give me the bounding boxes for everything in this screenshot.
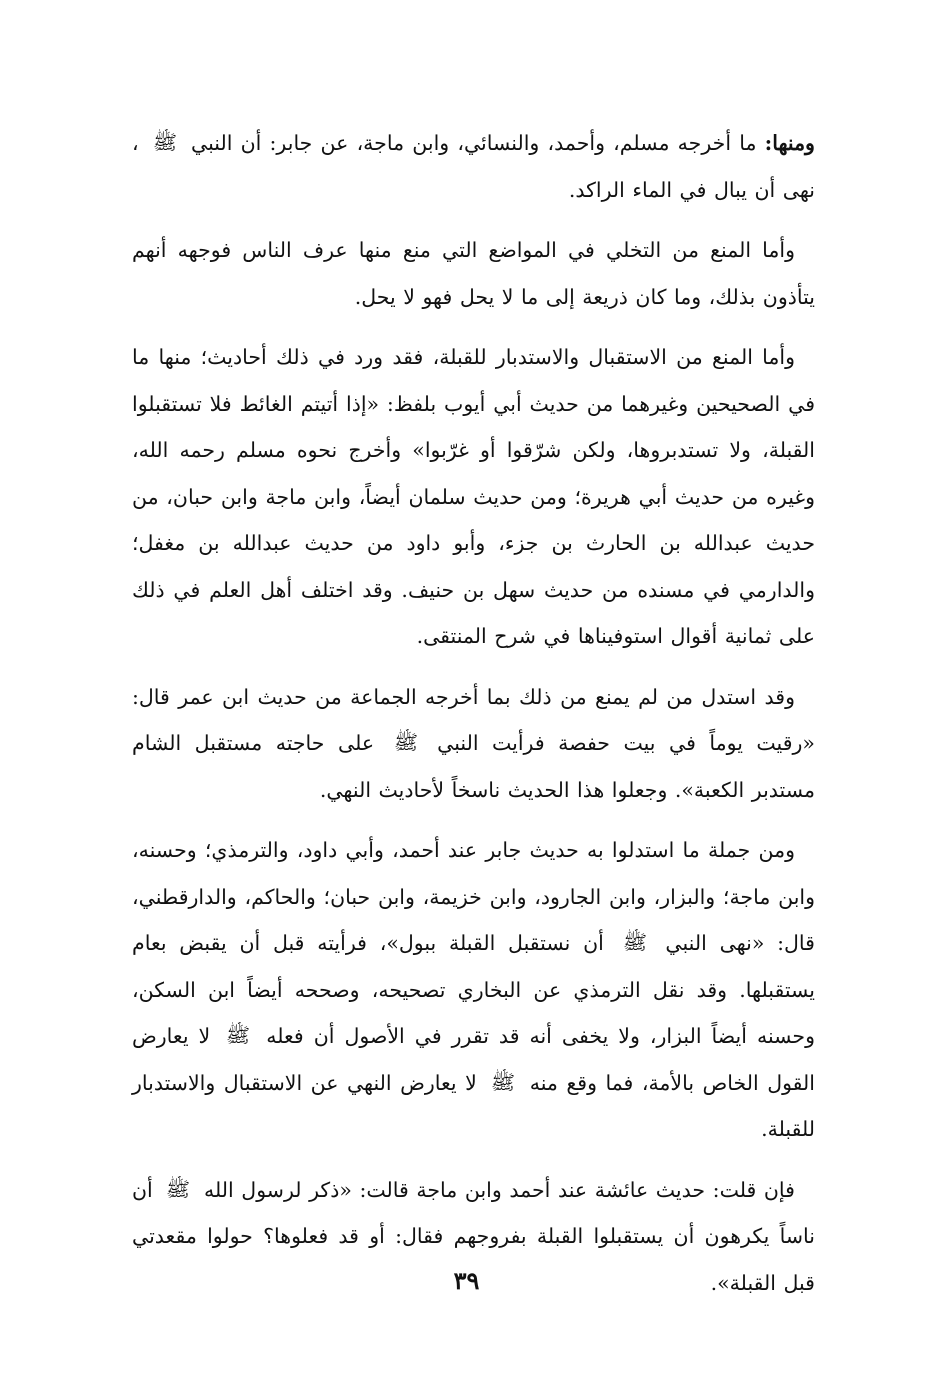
text-run: ما أخرجه مسلم، وأحمد، والنسائي، وابن ماجة، عن جابر: أن النبي — [191, 131, 757, 155]
pbuh-icon — [150, 129, 180, 155]
paragraph-5 — [132, 827, 815, 1153]
text-run: ومن جملة ما استدلوا به حديث جابر عند أحمد، وأبي داود، والترمذي؛ وحسنه، وابن ماجة؛ والبزار، وابن الجارود، وابن خزيمة، وابن حبان؛ والحاكم، والدارقطني، قال: «نهى النبي — [132, 838, 815, 955]
pbuh-icon — [163, 1176, 193, 1202]
svg-text:ﷺ: ﷺ — [622, 930, 647, 954]
svg-text:ﷺ: ﷺ — [152, 130, 177, 154]
paragraph-4 — [132, 674, 815, 814]
paragraph-3 — [132, 334, 815, 660]
paragraph-1 — [132, 120, 815, 213]
body-text — [132, 120, 815, 1306]
text-run: فإن قلت: حديث عائشة عند أحمد وابن ماجة قالت: «ذكر لرسول الله — [203, 1177, 795, 1202]
pbuh-icon — [620, 929, 650, 955]
text-run: وأما المنع من الاستقبال والاستدبار للقبلة، فقد ورد في ذلك أحاديث؛ منها ما في الصحيحين وغيرهما من حديث أبي أيوب بلفظ: «إذا أتيتم الغائط فلا تستقبلوا القبلة، ولا تستدبروها، ولكن شرّقوا أو غرّبوا» وأخرج نحوه مسلم رحمه الله، وغيره من حديث أبي هريرة؛ ومن حديث سلمان أيضاً، وابن ماجة وابن حبان، من حديث عبدالله بن الحارث بن جزء، وأبو داود من حديث عبدالله بن مغفل؛ والدارمي في مسنده من حديث سهل بن حنيف. وقد اختلف أهل العلم في ذلك على ثمانية أقوال استوفيناها في شرح المنتقى. — [132, 345, 815, 648]
pbuh-icon — [391, 729, 421, 755]
text-run: لا يعارض القول الخاص بالأمة، فما وقع منه — [132, 1024, 815, 1095]
text-run: وقد استدل من لم يمنع من ذلك بما أخرجه الجماعة من حديث ابن عمر قال: «رقيت يوماً في بيت حفصة فرأيت النبي — [132, 684, 815, 755]
text-run: أن ناساً يكرهون أن يستقبلوا القبلة بفروجهم فقال: أو قد فعلوها؟ حولوا مقعدتي قبل القبلة». — [132, 1177, 815, 1295]
svg-text:ﷺ: ﷺ — [226, 1023, 251, 1047]
svg-text:ﷺ: ﷺ — [166, 1176, 191, 1201]
pbuh-icon — [223, 1022, 253, 1048]
paragraph-2 — [132, 227, 815, 320]
page-number: ٣٩ — [453, 1266, 480, 1295]
text-run: وأما المنع من التخلي في المواضع التي منع منها عرف الناس فوجهه أنهم يتأذون بذلك، وما كان ذريعة إلى ما لا يحل فهو لا يحل. — [132, 238, 815, 309]
text-run: أن نستقبل القبلة ببول»، فرأيته قبل أن يقبض بعام يستقبلها. وقد نقل الترمذي عن البخاري تصحيحه، وصححه أيضاً ابن السكن، وحسنه أيضاً البزار، ولا يخفى أنه قد تقرر في الأصول أن فعله — [132, 931, 815, 1048]
text-run: لا يعارض النهي عن الاستقبال والاستدبار للقبلة. — [132, 1070, 815, 1141]
text-run: على حاجته مستقبل الشام مستدبر الكعبة». وجعلوا هذا الحديث ناسخاً لأحاديث النهي. — [132, 731, 815, 802]
svg-text:ﷺ: ﷺ — [491, 1069, 516, 1094]
svg-text:ﷺ: ﷺ — [393, 730, 418, 754]
lead-word: ومنها: — [764, 131, 815, 155]
text-run: ، نهى أن يبال في الماء الراكد. — [132, 131, 815, 202]
pbuh-icon — [488, 1069, 518, 1095]
